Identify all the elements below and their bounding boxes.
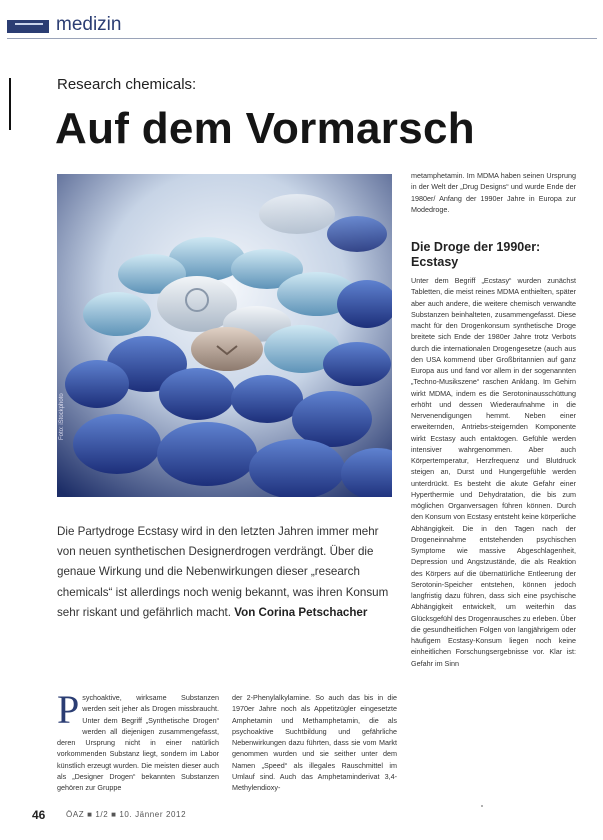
photo-credit: Foto: iStockphoto bbox=[59, 393, 65, 440]
headline: Auf dem Vormarsch bbox=[55, 104, 475, 153]
page-number: 46 bbox=[32, 808, 46, 822]
kicker: Research chemicals: bbox=[57, 76, 197, 93]
header-rule bbox=[7, 38, 597, 39]
footer-line: ÖAZ ■ 1/2 ■ 10. Jänner 2012 bbox=[66, 810, 187, 819]
author-byline: Von Corina Petschacher bbox=[234, 605, 368, 619]
right-column-body: Unter dem Begriff „Ecstasy“ wurden zunächst Tabletten, die meist reines MDMA enthielten, später aber auch andere, die weitere chemisch verwandte Substanzen beinhalteten, zusammengefasst. Diese macht für den Drogenkonsum synthetische Droge breitete sich Ende der 1980er Jahre trotz Verbots durch die internationalen Drogengesetze (auch aus den USA kommend über Großbritannien auf ganz Europa aus und fand vor allem in der sogenannten „Techno-Musikszene“ raschen Anklang. Im Gehirn wirkt MDMA, indem es die Serotoninausschüttung erhöht und dessen Wiederaufnahme in die Nervenendigungen hemmt. Neben einer erweiternden, Antriebs-steigernden Komponente wirkt Ecstasy auch entaktogen. Gefühle werden intensiver wahrgenommen. Aber auch Körpertemperatur, Herzfrequenz und Blutdruck steigen an, Durst und Hungergefühle werden unterdrückt. Es besteht die akute Gefahr einer Hyperthermie und Dehydratation, die bis zum möglichen Organversagen führen können. Durch den Konsum von Ecstasy entsteht keine körperliche Abhängigkeit. Die in den Tagen nach der Drogeneinnahme entstehenden psychischen Symptome wie massive Abgeschlagenheit, Depression und Angstzustände, die als Reaktion des Körpers auf die übernatürliche Entleerung der Serotonin-Speicher entstehen, können jedoch langfristig dazu führen, dass sich eine psychische Abhängigkeit entwickelt, um weiterhin das Glücksgefühl des Drogenrausches zu erleben. Über die gesundheitlichen Folgen von langjährigem oder häufigem Ecstasy-Konsum liegen noch keine einheitlichen Forschungsergebnisse vor. Klar ist: Gefahr im Sinn bbox=[411, 276, 576, 668]
body-column-1-text: sychoaktive, wirksame Substanzen werden seit jeher als Drogen missbraucht. Unter dem Begriff „Synthetische Drogen“ werden all diejenigen zusammengefasst, deren Ursprung nicht in einer natürlich vorkommenden Substanz liegt, sondern im Labor künstlich erzeugt wurden. Die meisten dieser auch als „Designer Drogen“ bekannten Substanzen gehören zur Gruppe bbox=[57, 693, 219, 792]
lead-text: Die Partydroge Ecstasy wird in den letzten Jahren immer mehr von neuen synthetischen Designerdrogen verdrängt. Über die genaue Wirkung und die Nebenwirkungen dieser „research chemicals“ ist allerdings noch wenig bekannt, was ihren Konsum sehr riskant und gefährlich macht. bbox=[57, 525, 389, 619]
pills-photo bbox=[57, 174, 392, 497]
body-column-1 bbox=[57, 692, 219, 807]
body-column-2: der 2-Phenylalkylamine. So auch das bis in die 1970er Jahre noch als Appetitzügler eingesetzte Amphetamin und Methamphetamin, die als psychoaktive Suchtbildung und gefährliche Nebenwirkungen dazu führten, dass sie vom Markt genommen wurden und sie seither unter dem Namen „Speed“ als illegales Rauschmittel im Umlauf sind. Auch das Amphetaminderivat 3,4-Methylendioxy- bbox=[232, 693, 397, 792]
side-accent-line bbox=[9, 78, 11, 130]
drop-cap: P bbox=[57, 692, 80, 732]
section-marker-bar bbox=[7, 20, 49, 33]
footer-dot bbox=[481, 805, 483, 807]
lead-paragraph bbox=[57, 522, 389, 623]
section-label: medizin bbox=[56, 14, 122, 35]
subhead: Die Droge der 1990er: Ecstasy bbox=[411, 240, 541, 269]
right-column-intro: metamphetamin. Im MDMA haben seinen Ursprung in der Welt der „Drug Designs“ und wurde Ende der 1980er/ Anfang der 1990er Jahre in Europa zur Modedroge. bbox=[411, 171, 576, 214]
